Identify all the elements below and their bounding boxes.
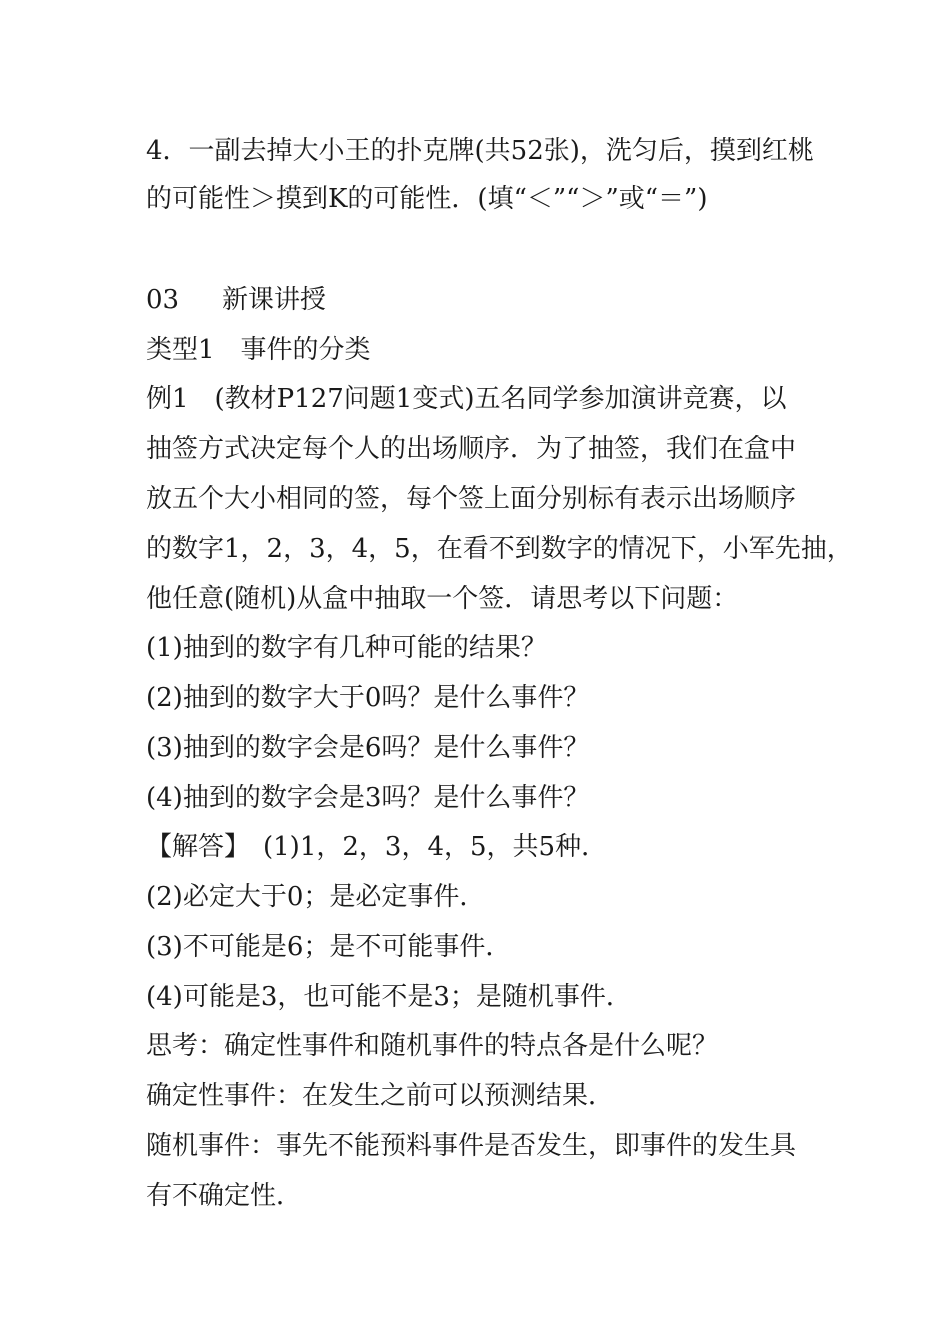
example-line: 放五个大小相同的签，每个签上面分别标有表示出场顺序 <box>146 484 797 514</box>
question-item: (3)抽到的数字会是6吗？是什么事件？ <box>146 733 590 763</box>
think-line: 随机事件：事先不能预料事件是否发生，即事件的发生具 <box>146 1131 797 1161</box>
example-line: 的数字1，2，3，4，5，在看不到数字的情况下，小军先抽， <box>146 534 853 564</box>
answer-line: (3)不可能是6；是不可能事件． <box>146 932 512 962</box>
question-4-line-1: 4．一副去掉大小王的扑克牌(共52张)，洗匀后，摸到红桃 <box>146 136 814 166</box>
section-number: 03 <box>146 285 180 315</box>
think-line: 有不确定性． <box>146 1181 303 1211</box>
question-4-line-2: 的可能性＞摸到K的可能性．(填“＜”“＞”或“＝”) <box>146 184 708 214</box>
section-title: 新课讲授 <box>222 285 327 315</box>
answer-line: 【解答】 (1)1，2，3，4，5，共5种． <box>146 832 608 862</box>
question-item: (1)抽到的数字有几种可能的结果？ <box>146 633 547 663</box>
question-item: (4)抽到的数字会是3吗？是什么事件？ <box>146 783 590 813</box>
type-heading: 类型1 事件的分类 <box>146 335 371 365</box>
question-item: (2)抽到的数字大于0吗？是什么事件？ <box>146 683 590 713</box>
example-line: 例1 (教材P127问题1变式)五名同学参加演讲竞赛，以 <box>146 384 787 414</box>
answer-line: (2)必定大于0；是必定事件． <box>146 882 486 912</box>
example-line: 他任意(随机)从盒中抽取一个签．请思考以下问题： <box>146 584 739 614</box>
think-line: 思考：确定性事件和随机事件的特点各是什么呢？ <box>146 1031 719 1061</box>
think-line: 确定性事件：在发生之前可以预测结果． <box>146 1081 615 1111</box>
answer-line: (4)可能是3，也可能不是3；是随机事件． <box>146 982 632 1012</box>
example-line: 抽签方式决定每个人的出场顺序．为了抽签，我们在盒中 <box>146 434 797 464</box>
